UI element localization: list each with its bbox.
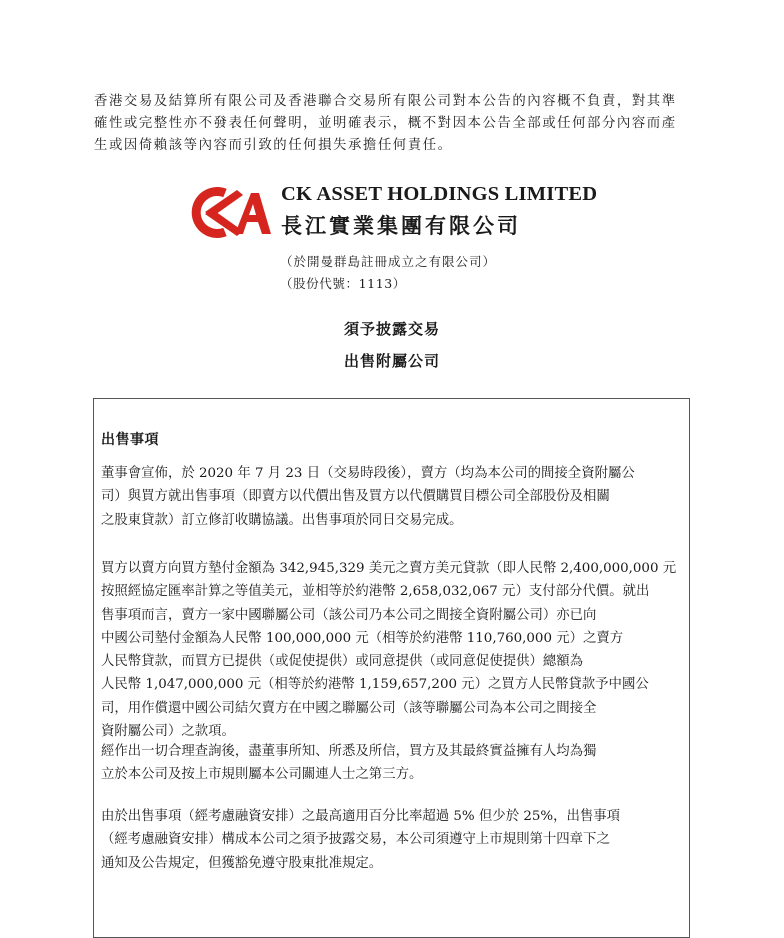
heading-transaction-type: 須予披露交易 — [343, 320, 440, 338]
incorporation-note: （於開曼群島註冊成立之有限公司） — [280, 254, 497, 269]
paragraph-line: 中國公司墊付金額為人民幣 100,000,000 元（相等於約港幣 110,760,000 元）之賣方 — [101, 630, 624, 646]
company-name-zh: 長江實業集團有限公司 — [281, 214, 521, 238]
paragraph-line: 之股東貸款）訂立修訂收購協議。出售事項於同日交易完成。 — [101, 512, 463, 528]
heading-subject: 出售附屬公司 — [343, 352, 440, 370]
paragraph-line: 通知及公告規定，但獲豁免遵守股東批准規定。 — [101, 855, 383, 871]
paragraph-line: 由於出售事項（經考慮融資安排）之最高適用百分比率超過 5% 但少於 25%，出售事項 — [101, 809, 621, 824]
paragraph — [101, 805, 686, 875]
paragraph-line: （經考慮融資安排）構成本公司之須予披露交易，本公司須遵守上市規則第十四章下之 — [101, 832, 610, 848]
paragraph-line: 立於本公司及按上市規則屬本公司關連人士之第三方。 — [101, 767, 423, 783]
paragraph-line: 司，用作償還中國公司結欠賣方在中國之聯屬公司（該等聯屬公司為本公司之間接全 — [101, 700, 597, 716]
paragraph-line: 按照經協定匯率計算之等值美元，並相等於約港幣 2,658,032,067 元）支付部分代價。就出 — [101, 584, 650, 600]
paragraph — [101, 557, 686, 743]
paragraph-line: 董事會宣佈，於 2020 年 7 月 23 日（交易時段後），賣方（均為本公司的間接全資附屬公 — [101, 466, 635, 481]
disclaimer-line: 香港交易及結算所有限公司及香港聯合交易所有限公司對本公告的內容概不負責，對其準 — [94, 94, 677, 109]
paragraph-line: 經作出一切合理查詢後，盡董事所知、所悉及所信，買方及其最終實益擁有人均為獨 — [101, 744, 597, 759]
paragraph — [101, 740, 686, 787]
paragraph-line: 人民幣 1,047,000,000 元（相等於約港幣 1,159,657,200 元）之買方人民幣貸款予中國公 — [101, 677, 649, 693]
disclaimer-line: 確性或完整性亦不發表任何聲明，並明確表示，概不對因本公告全部或任何部分內容而產 — [94, 116, 677, 131]
paragraph — [101, 462, 686, 532]
disclaimer-line: 生或因倚賴該等內容而引致的任何損失承擔任何責任。 — [94, 138, 453, 153]
stock-code: （股份代號：1113） — [280, 276, 406, 291]
ck-logo — [185, 185, 271, 240]
company-name-en: CK ASSET HOLDINGS LIMITED — [281, 183, 598, 205]
paragraph-line: 人民幣貸款，而買方已提供（或促使提供）或同意提供（或同意促使提供）總額為 — [101, 654, 584, 670]
paragraph-line: 售事項而言，賣方一家中國聯屬公司（該公司乃本公司之間接全資附屬公司）亦已向 — [101, 607, 597, 623]
box-title: 出售事項 — [101, 432, 159, 448]
paragraph-line: 資附屬公司）之款項。 — [101, 724, 235, 740]
paragraph-line: 買方以賣方向買方墊付金額為 342,945,329 美元之賣方美元貸款（即人民幣 2,400,000,000 元 — [101, 561, 677, 576]
paragraph-line: 司）與買方就出售事項（即賣方以代價出售及買方以代價購買目標公司全部股份及相關 — [101, 489, 610, 505]
disclaimer — [94, 91, 694, 157]
